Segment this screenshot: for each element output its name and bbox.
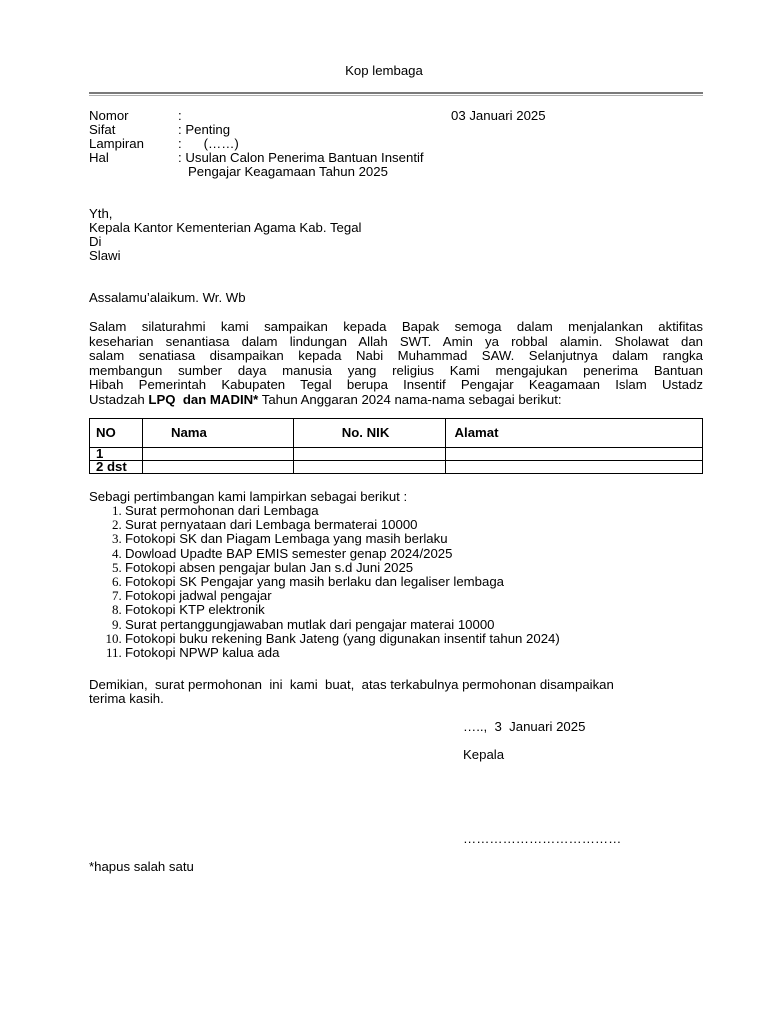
- table-header-row: [90, 419, 703, 448]
- list-item: 1. Surat permohonan dari Lembaga: [125, 504, 560, 518]
- body-line: Salam silaturahmi kami sampaikan kepada Bapak semoga dalam menjalankan aktifitas: [89, 319, 703, 334]
- nomor-value: :: [178, 108, 182, 123]
- lampiran-label: Lampiran: [89, 136, 144, 151]
- recipient-office: Kepala Kantor Kementerian Agama Kab. Tegal: [89, 220, 362, 235]
- letter-date: 03 Januari 2025: [451, 108, 546, 123]
- nomor-label: Nomor: [89, 108, 129, 123]
- lampiran-value: : (……): [178, 136, 239, 151]
- letterhead: Kop lembaga: [345, 63, 423, 78]
- body-text: Tahun Anggaran 2024 nama-nama sebagai berikut:: [258, 391, 562, 407]
- letterhead-divider-thin: [89, 95, 703, 96]
- list-item: 11. Fotokopi NPWP kalua ada: [125, 646, 560, 660]
- body-text: Ustadzah: [89, 391, 149, 407]
- list-item: 9. Surat pertanggungjawaban mutlak dari pengajar materai 10000: [125, 618, 560, 632]
- sifat-value: : Penting: [178, 122, 231, 137]
- list-item: 2. Surat pernyataan dari Lembaga bermaterai 10000: [125, 518, 560, 532]
- list-item: 8. Fotokopi KTP elektronik: [125, 603, 560, 617]
- table-cell: [445, 448, 702, 461]
- attachments-list: [89, 504, 560, 660]
- recipient-salutation: Yth,: [89, 206, 113, 221]
- footnote: *hapus salah satu: [89, 859, 194, 874]
- closing-line1: Demikian, surat permohonan ini kami buat, atas terkabulnya permohonan disampaikan: [89, 677, 614, 692]
- recipient-di: Di: [89, 234, 102, 249]
- table-header-alamat: Alamat: [445, 419, 702, 448]
- table-cell: [293, 461, 445, 474]
- greeting: Assalamu’alaikum. Wr. Wb: [89, 290, 246, 305]
- body-line: salam senatiasa disampaikan kepada Nabi Muhammad SAW. Selanjutnya dalam rangka: [89, 348, 703, 363]
- hal-value-line2: Pengajar Keagamaan Tahun 2025: [188, 164, 388, 179]
- list-item: 6. Fotokopi SK Pengajar yang masih berlaku dan legaliser lembaga: [125, 575, 560, 589]
- sifat-label: Sifat: [89, 122, 116, 137]
- body-bold-text: LPQ dan MADIN*: [148, 391, 259, 407]
- table-header-nik: No. NIK: [293, 419, 445, 448]
- list-item: 5. Fotokopi absen pengajar bulan Jan s.d Juni 2025: [125, 561, 560, 575]
- body-line: keseharian senantiasa dalam lindungan Allah SWT. Amin ya robbal alamin. Sholawat dan: [89, 333, 703, 349]
- table-cell: 2 dst: [90, 461, 143, 474]
- closing-line2: terima kasih.: [89, 691, 164, 706]
- table-row: [90, 461, 703, 474]
- table-cell: [142, 448, 293, 461]
- body-line: membangun sumber daya manusia yang religius Kami mengajukan penerima Bantuan: [89, 362, 703, 378]
- list-item: 4. Dowload Upadte BAP EMIS semester genap 2024/2025: [125, 547, 560, 561]
- signature-name-line: ………………………………: [463, 831, 622, 846]
- table-cell: 1: [90, 448, 143, 461]
- table-cell: [142, 461, 293, 474]
- body-paragraph: [89, 320, 703, 407]
- letterhead-divider: [89, 92, 703, 94]
- table-cell: [293, 448, 445, 461]
- body-line: [89, 393, 703, 408]
- list-item: 3. Fotokopi SK dan Piagam Lembaga yang masih berlaku: [125, 532, 560, 546]
- body-line: Hibah Pemerintah Kabupaten Tegal berupa Insentif Pengajar Keagamaan Islam Ustadz: [89, 377, 703, 392]
- table-header-no: NO: [90, 419, 143, 448]
- signature-place-date: ….., 3 Januari 2025: [463, 719, 586, 734]
- table-row: [90, 448, 703, 461]
- signature-title: Kepala: [463, 747, 505, 762]
- hal-value-line1: : Usulan Calon Penerima Bantuan Insentif: [178, 150, 424, 165]
- table-cell: [445, 461, 702, 474]
- candidate-table: [89, 418, 703, 474]
- recipient-city: Slawi: [89, 248, 121, 263]
- table-header-nama: Nama: [142, 419, 293, 448]
- attachments-intro: Sebagi pertimbangan kami lampirkan sebagai berikut :: [89, 489, 408, 504]
- list-item: 10. Fotokopi buku rekening Bank Jateng (yang digunakan insentif tahun 2024): [125, 632, 560, 646]
- list-item: 7. Fotokopi jadwal pengajar: [125, 589, 560, 603]
- hal-label: Hal: [89, 150, 109, 165]
